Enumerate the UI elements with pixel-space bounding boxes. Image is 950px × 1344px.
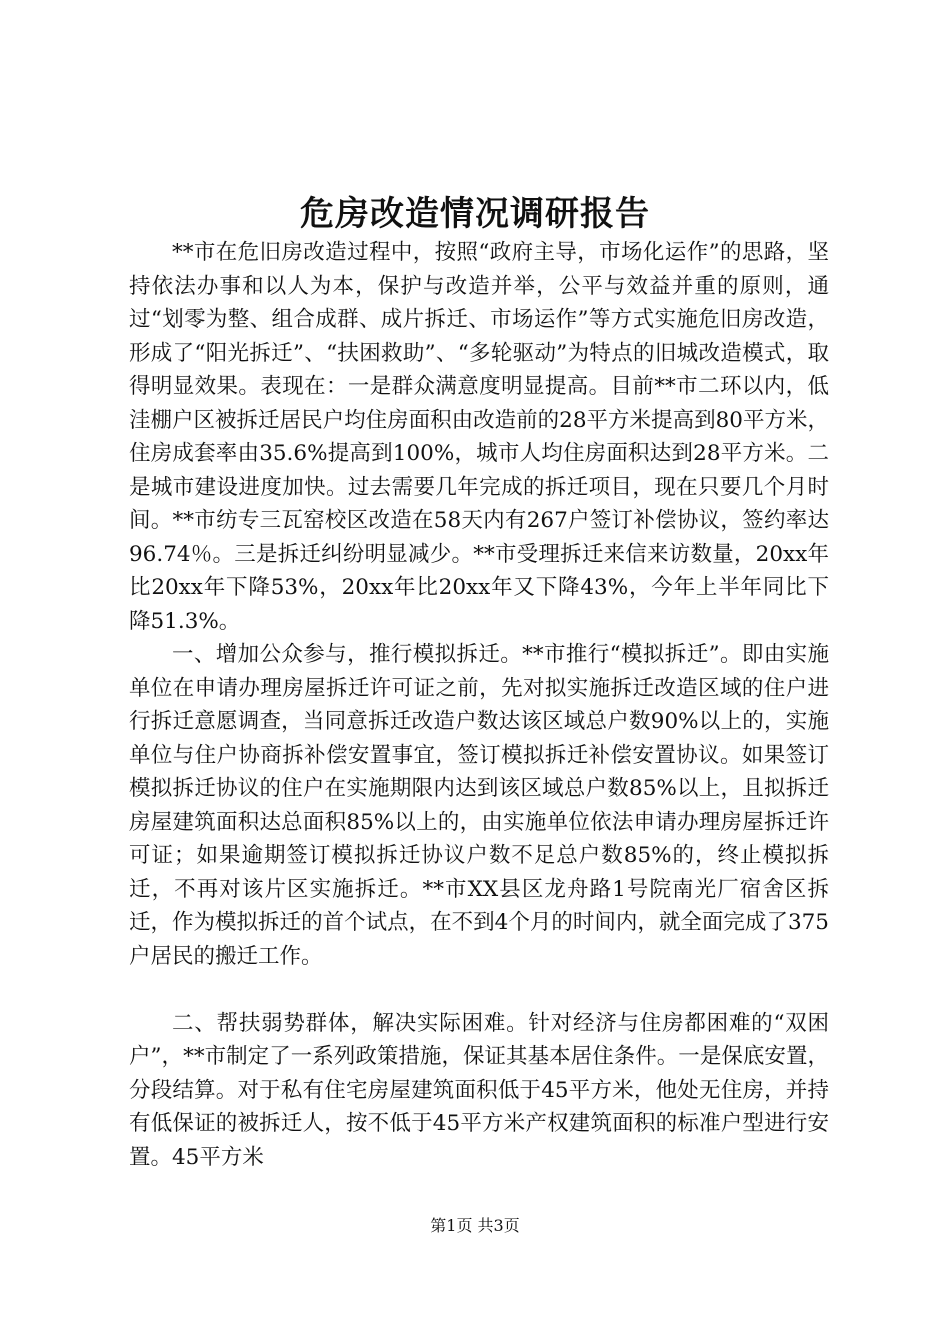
document-body <box>129 236 829 1174</box>
paragraph-intro: **市在危旧房改造过程中，按照“政府主导，市场化运作”的思路，坚持依法办事和以人为本，保护与改造并举，公平与效益并重的原则，通过“划零为整、组合成群、成片拆迁、市场运作”等方式实施危旧房改造，形成了“阳光拆迁”、“扶困救助”、“多轮驱动”为特点的旧城改造模式，取得明显效果。表现在：一是群众满意度明显提高。目前**市二环以内，低洼棚户区被拆迁居民户均住房面积由改造前的28平方米提高到80平方米，住房成套率由35.6%提高到100%，城市人均住房面积达到28平方米。二是城市建设进度加快。过去需要几年完成的拆迁项目，现在只要几个月时间。**市纺专三瓦窑校区改造在58天内有267户签订补偿协议，签约率达96.74％。三是拆迁纠纷明显减少。**市受理拆迁来信来访数量，20xx年比20xx年下降53%，20xx年比20xx年又下降43%，今年上半年同比下降51.3%。 <box>129 240 829 634</box>
paragraph-section-2: 二、帮扶弱势群体，解决实际困难。针对经济与住房都困难的“双困户”，**市制定了一系列政策措施，保证其基本居住条件。一是保底安置，分段结算。对于私有住宅房屋建筑面积低于45平方米，他处无住房，并持有低保证的被拆迁人，按不低于45平方米产权建筑面积的标准户型进行安置。45平方米 <box>129 1010 829 1170</box>
page-number: 第1页 共3页 <box>430 1216 520 1235</box>
paragraph-section-1: 一、增加公众参与，推行模拟拆迁。**市推行“模拟拆迁”。即由实施单位在申请办理房屋拆迁许可证之前，先对拟实施拆迁改造区域的住户进行拆迁意愿调查，当同意拆迁改造户数达该区域总户数90%以上的，实施单位与住户协商拆补偿安置事宜，签订模拟拆迁补偿安置协议。如果签订模拟拆迁协议的住户在实施期限内达到该区域总户数85%以上，且拟拆迁房屋建筑面积达总面积85%以上的，由实施单位依法申请办理房屋拆迁许可证；如果逾期签订模拟拆迁协议户数不足总户数85%的，终止模拟拆迁，不再对该片区实施拆迁。**市XX县区龙舟路1号院南光厂宿舍区拆迁，作为模拟拆迁的首个试点，在不到4个月的时间内，就全面完成了375户居民的搬迁工作。 <box>129 642 829 969</box>
document-title: 危房改造情况调研报告 <box>300 194 650 234</box>
